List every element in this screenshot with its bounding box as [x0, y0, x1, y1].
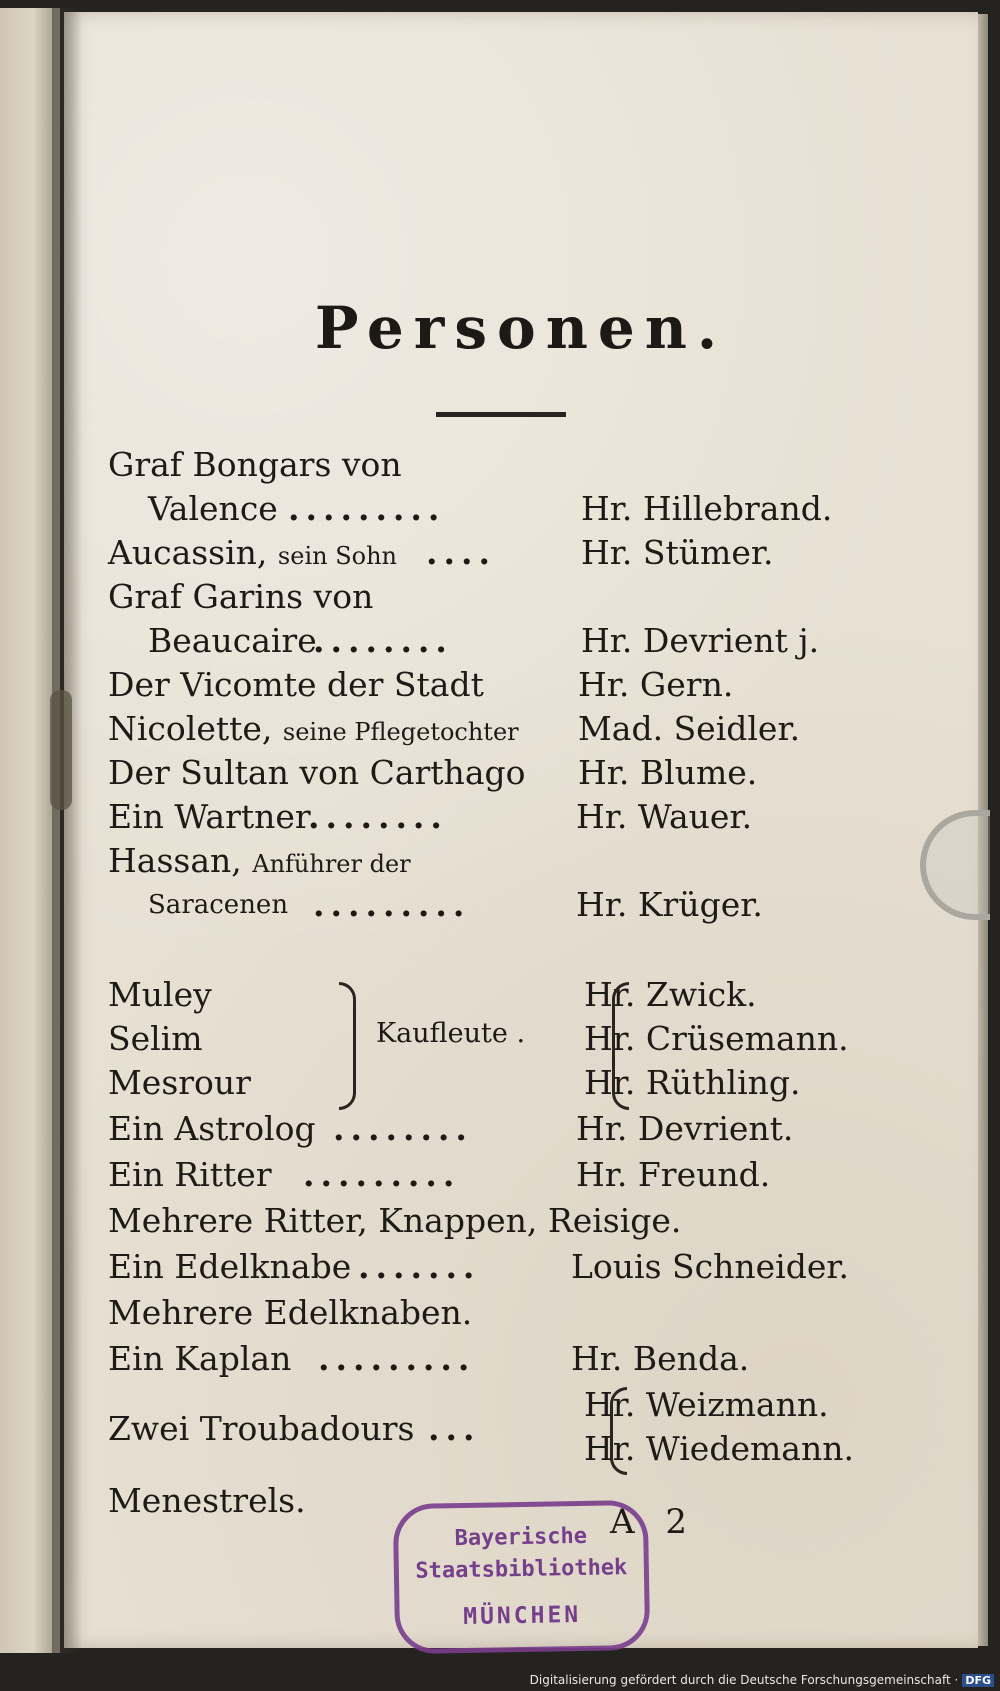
actor-name: Hr. Freund.: [576, 1155, 771, 1194]
character-name: Mehrere Ritter, Knappen, Reisige.: [108, 1201, 682, 1240]
character-name: Selim: [108, 1019, 203, 1058]
stamp-line: Staatsbibliothek: [415, 1555, 628, 1584]
leader-dots: .........: [313, 885, 471, 924]
footer-text: Digitalisierung gefördert durch die Deutsche Forschungsgemeinschaft ·: [529, 1673, 959, 1687]
dfg-logo: DFG: [962, 1674, 994, 1687]
actor-name: Hr. Krüger.: [576, 885, 763, 924]
cast-row: [108, 1244, 928, 1290]
character-name: Ein Astrolog: [108, 1109, 316, 1148]
character-name: Valence: [148, 489, 278, 528]
cast-row: [108, 882, 928, 928]
character-name: [108, 838, 411, 887]
character-name: Ein Edelknabe: [108, 1247, 352, 1286]
character-name: Saracenen: [148, 890, 289, 920]
cast-row: [108, 618, 928, 664]
character-name: Menestrels.: [108, 1481, 306, 1520]
actor-name: Hr. Devrient j.: [581, 621, 820, 660]
leader-dots: .........: [288, 489, 446, 528]
library-stamp: [393, 1500, 651, 1654]
leader-dots: ...: [428, 1409, 481, 1448]
leader-dots: .........: [318, 1339, 476, 1378]
character-name: Mehrere Edelknaben.: [108, 1293, 473, 1332]
cast-row: [108, 838, 928, 884]
character-name: Graf Garins von: [108, 577, 374, 616]
cast-row: [108, 1152, 928, 1198]
character-name: Nicolette,: [108, 709, 273, 748]
character-name: Ein Wartner: [108, 797, 311, 836]
cast-row: [108, 794, 928, 840]
cast-row: [108, 972, 928, 1018]
leader-dots: ........: [313, 621, 453, 660]
actor-name: Hr. Stümer.: [581, 533, 774, 572]
character-name: Aucassin,: [108, 533, 268, 572]
cast-row: [108, 1336, 928, 1382]
actor-name: Hr. Wiedemann.: [584, 1429, 854, 1468]
character-role: Anführer der: [252, 850, 411, 878]
actor-name: Hr. Benda.: [571, 1339, 750, 1378]
character-name: Ein Kaplan: [108, 1339, 292, 1378]
character-name: Der Vicomte der Stadt: [108, 665, 484, 704]
character-role: sein Sohn: [277, 542, 398, 570]
character-name: [108, 706, 519, 755]
character-name: Mesrour: [108, 1063, 251, 1102]
gutter-shadow: [52, 8, 82, 1653]
cast-row: [108, 750, 928, 796]
cast-row: [108, 1198, 928, 1244]
actor-name: Mad. Seidler.: [578, 709, 801, 748]
actor-name: Hr. Rüthling.: [584, 1063, 801, 1102]
troubadours-brace: [610, 1387, 627, 1475]
right-brace: [612, 982, 629, 1110]
character-name: Der Sultan von Carthago: [108, 753, 526, 792]
cast-row: [108, 574, 928, 620]
character-name: Zwei Troubadours: [108, 1409, 415, 1448]
cast-row: [108, 1106, 928, 1152]
merchants-label: Kaufleute .: [376, 1018, 526, 1049]
cast-row: [108, 530, 928, 576]
character-name: Muley: [108, 975, 212, 1014]
actor-name: Hr. Gern.: [578, 665, 734, 704]
stamp-line: Bayerische: [454, 1523, 588, 1552]
cast-row: [108, 1426, 928, 1472]
leader-dots: .........: [303, 1155, 461, 1194]
cast-row: [108, 486, 928, 532]
stamp-line: MÜNCHEN: [462, 1601, 582, 1631]
actor-name: Louis Schneider.: [571, 1247, 849, 1286]
character-name: [108, 530, 397, 579]
scan-footer: [530, 1673, 994, 1687]
character-name: Hassan,: [108, 841, 242, 880]
actor-name: Hr. Devrient.: [576, 1109, 794, 1148]
book-page: [64, 12, 978, 1648]
heading-rule: [436, 412, 566, 417]
binding-thread: [50, 690, 72, 810]
actor-name: Hr. Hillebrand.: [581, 489, 833, 528]
actor-name: Hr. Blume.: [578, 753, 758, 792]
actor-name: Hr. Zwick.: [584, 975, 757, 1014]
cast-row: [108, 442, 928, 488]
cast-row: [108, 706, 928, 752]
leader-dots: ....: [426, 533, 496, 572]
character-name: Ein Ritter: [108, 1155, 272, 1194]
left-page-edge: [0, 8, 60, 1653]
character-name: Graf Bongars von: [108, 445, 402, 484]
leader-dots: ........: [333, 1109, 473, 1148]
cast-row: [108, 662, 928, 708]
character-name: Beaucaire: [148, 621, 317, 660]
actor-name: Hr. Weizmann.: [584, 1385, 829, 1424]
actor-name: Hr. Wauer.: [576, 797, 753, 836]
signature-mark: A 2: [610, 1502, 697, 1542]
cast-row: [108, 1290, 928, 1336]
leader-dots: ........: [308, 797, 448, 836]
character-role: seine Pflegetochter: [282, 718, 519, 746]
cast-row: [108, 1060, 928, 1106]
actor-name: Hr. Crüsemann.: [584, 1019, 849, 1058]
page-heading: Personen.: [314, 294, 728, 362]
leader-dots: .......: [358, 1247, 481, 1286]
left-brace: [339, 982, 356, 1110]
